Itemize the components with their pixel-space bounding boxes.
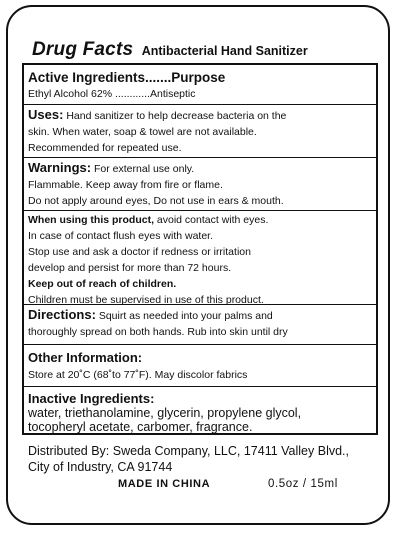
active-ingredients-section — [24, 65, 376, 105]
directions-line-2: thoroughly spread on both hands. Rub into skin until dry — [28, 326, 288, 338]
keep-out-of-reach-heading: Keep out of reach of children. — [28, 278, 177, 290]
active-ingredients-heading: Active Ingredients.......Purpose — [28, 70, 226, 85]
inactive-ingredients-heading: Inactive Ingredients: — [28, 391, 155, 406]
warnings-line-2: Flammable. Keep away from fire or flame. — [28, 179, 223, 191]
directions-heading: Directions: — [28, 307, 96, 322]
other-information-line: Store at 20˚C (68˚to 77˚F). May discolor fabrics — [28, 369, 248, 381]
distributor-info — [28, 443, 378, 475]
uses-line-2: skin. When water, soap & towel are not available. — [28, 126, 257, 138]
other-information-section — [24, 345, 376, 387]
drug-facts-title — [32, 39, 308, 61]
distributor-line-1: Distributed By: Sweda Company, LLC, 17411 Valley Blvd., — [28, 444, 349, 458]
when-using-line-1: avoid contact with eyes. — [154, 214, 269, 226]
warnings-section — [24, 158, 376, 305]
directions-line-1: Squirt as needed into your palms and — [98, 310, 273, 322]
when-using-line-3: Stop use and ask a doctor if redness or irritation — [28, 246, 251, 258]
when-using-heading: When using this product, — [28, 214, 154, 226]
other-information-heading: Other Information: — [28, 350, 143, 365]
warnings-divider — [24, 210, 376, 211]
inactive-ingredients-line-2: tocopheryl acetate, carbomer, fragrance. — [28, 420, 253, 434]
active-ingredient-line: Ethyl Alcohol 62% ............Antiseptic — [28, 88, 196, 100]
warnings-line-1: For external use only. — [94, 163, 195, 175]
inactive-ingredients-line-1: water, triethanolamine, glycerin, propylene glycol, — [28, 406, 302, 420]
title-main: Drug Facts — [32, 39, 134, 60]
when-using-line-2: In case of contact flush eyes with water. — [28, 230, 214, 242]
uses-heading: Uses: — [28, 107, 64, 122]
uses-line-1: Hand sanitizer to help decrease bacteria on the — [66, 110, 287, 122]
when-using-line-4: develop and persist for more than 72 hours. — [28, 262, 232, 274]
inactive-ingredients-section — [24, 387, 376, 435]
warnings-heading: Warnings: — [28, 160, 92, 175]
made-in-label: MADE IN CHINA — [118, 478, 211, 490]
distributor-line-2: City of Industry, CA 91744 — [28, 460, 173, 474]
title-product-name: Antibacterial Hand Sanitizer — [141, 44, 308, 58]
drug-facts-panel — [22, 63, 378, 435]
warnings-line-3: Do not apply around eyes, Do not use in ears & mouth. — [28, 195, 284, 207]
uses-section — [24, 105, 376, 158]
directions-section — [24, 305, 376, 345]
net-size-label: 0.5oz / 15ml — [268, 478, 338, 490]
keep-out-of-reach-line: Children must be supervised in use of this product. — [28, 294, 264, 306]
uses-line-3: Recommended for repeated use. — [28, 142, 182, 154]
